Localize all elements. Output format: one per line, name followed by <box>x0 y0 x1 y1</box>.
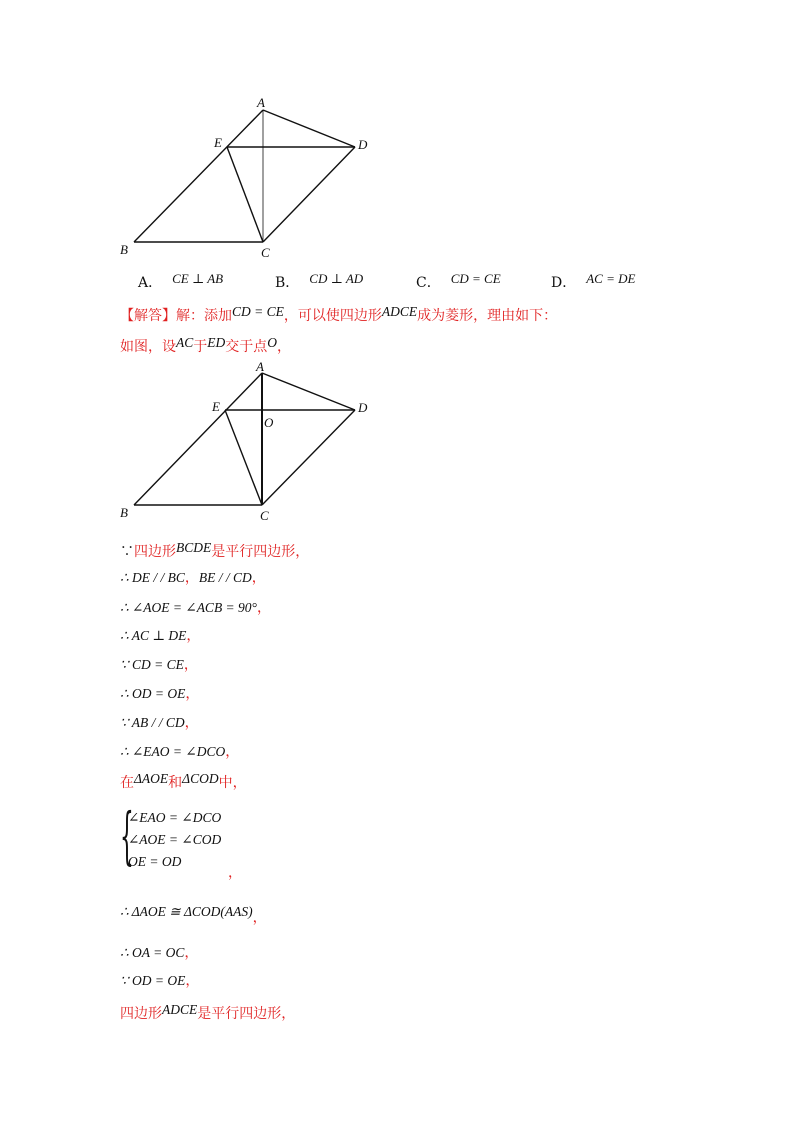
proof-line-9-text-c: 中， <box>218 775 247 791</box>
answer-intro-text-1: 解：添加 <box>176 308 232 324</box>
proof-line-3-end: ， <box>256 600 271 616</box>
left-brace: { <box>120 799 134 872</box>
proof-line-10 <box>120 902 267 926</box>
proof-line-1-text-b: 是平行四边形， <box>211 544 310 560</box>
proof-line-8-math: ∴ ∠EAO = ∠DCO <box>120 744 226 759</box>
label2-O: O <box>264 415 274 430</box>
seg-AD <box>263 110 355 147</box>
seg-AB <box>134 110 263 242</box>
label-B: B <box>120 242 128 257</box>
figure-1 <box>110 90 380 265</box>
answer-options <box>138 272 738 296</box>
proof-line-7 <box>120 713 199 733</box>
proof-line-13-text-b: 是平行四边形， <box>197 1006 296 1022</box>
proof-line-4-end: ， <box>186 628 201 644</box>
seg2-AB <box>134 373 262 505</box>
proof-line-9-text-b: 和 <box>168 775 183 791</box>
seg2-EC <box>225 410 262 505</box>
proof-line-4-math: ∴ AC ⊥ DE <box>120 628 187 643</box>
proof-line-9 <box>120 773 247 793</box>
label2-E: E <box>212 399 220 414</box>
proof-line-1 <box>120 542 309 562</box>
label2-B: B <box>120 505 128 520</box>
option-c-letter: C． <box>416 275 441 291</box>
proof-line-4 <box>120 626 200 646</box>
setup-text-4: ， <box>277 339 292 355</box>
proof-line-8-end: ， <box>225 744 240 760</box>
answer-intro-quad: ADCE <box>381 304 418 319</box>
option-d-letter: D． <box>551 275 577 291</box>
answer-intro-math: CD = CE <box>232 304 284 319</box>
proof-line-6-math: ∴ OD = OE <box>120 686 186 701</box>
proof-line-2-math: ∴ DE / / BC <box>120 570 185 585</box>
proof-line-3-math: ∴ ∠AOE = ∠ACB = 90° <box>120 600 257 615</box>
option-a-letter: A． <box>138 275 163 291</box>
seg-EC <box>227 147 263 242</box>
label-E: E <box>214 135 222 150</box>
option-c-math: CD = CE <box>450 271 501 286</box>
setup-text-1: 如图，设 <box>120 339 176 355</box>
option-a-math: CE ⊥ AB <box>172 271 224 286</box>
proof-line-8 <box>120 742 239 762</box>
label-C: C <box>261 245 270 260</box>
option-c[interactable] <box>416 272 501 292</box>
setup-text-2: 于 <box>193 339 208 355</box>
system-end-comma: ， <box>228 865 242 881</box>
option-b-letter: B． <box>275 275 300 291</box>
proof-line-2-math-2: BE / / CD <box>198 570 252 585</box>
proof-line-11-math: ∴ OA = OC <box>120 945 185 960</box>
proof-line-7-end: ， <box>184 715 199 731</box>
proof-line-1-math: BCDE <box>176 540 212 555</box>
proof-line-9-math-2: ΔCOD <box>182 771 219 786</box>
setup-ac: AC <box>176 335 194 350</box>
proof-line-5-math: ∵ CD = CE <box>120 657 184 672</box>
answer-intro <box>120 306 557 326</box>
label2-A: A <box>256 359 264 374</box>
system-row-2: ∠AOE = ∠COD <box>128 832 222 847</box>
because-symbol: ∵ <box>120 544 134 560</box>
equation-system <box>120 799 300 875</box>
option-b[interactable] <box>275 272 363 292</box>
answer-intro-text-2: ，可以使四边形 <box>283 308 382 324</box>
proof-line-10-math: ∴ ΔAOE ≅ ΔCOD(AAS) <box>120 904 253 919</box>
proof-line-2 <box>120 568 266 588</box>
proof-line-13-math: ADCE <box>162 1002 198 1017</box>
proof-line-9-text-a: 在 <box>120 775 134 791</box>
proof-line-9-math-1: ΔAOE <box>134 771 169 786</box>
setup-o: O <box>267 335 278 350</box>
proof-line-6-end: ， <box>185 686 200 702</box>
proof-line-2-end: ， <box>251 570 266 586</box>
proof-line-1-text-a: 四边形 <box>134 544 176 560</box>
label2-D: D <box>358 400 368 415</box>
answer-setup <box>120 337 291 357</box>
figure-1-svg <box>110 90 380 265</box>
proof-line-12-end: ， <box>185 973 200 989</box>
answer-tag: 【解答】 <box>120 308 176 324</box>
proof-line-13-text-a: 四边形 <box>120 1006 162 1022</box>
proof-line-5 <box>120 655 198 675</box>
seg2-CD <box>262 410 355 505</box>
setup-text-3: 交于点 <box>225 339 268 355</box>
label-D: D <box>358 137 368 152</box>
system-row-3: OE = OD <box>128 854 182 869</box>
proof-line-13 <box>120 1004 295 1024</box>
answer-intro-text-3: 成为菱形，理由如下： <box>417 308 558 324</box>
label2-C: C <box>260 508 269 523</box>
seg-CD <box>263 147 355 242</box>
proof-line-7-math: ∵ AB / / CD <box>120 715 185 730</box>
proof-line-2-comma: ， <box>184 570 199 586</box>
proof-line-11 <box>120 943 198 963</box>
seg2-AD <box>262 373 355 410</box>
figure-2 <box>110 355 380 527</box>
option-d[interactable] <box>551 272 635 292</box>
figure-2-svg <box>110 355 380 527</box>
proof-line-11-end: ， <box>184 945 199 961</box>
proof-line-6 <box>120 684 199 704</box>
label-A: A <box>257 95 265 110</box>
proof-line-10-end: ， <box>252 910 267 926</box>
proof-line-12-math: ∵ OD = OE <box>120 973 186 988</box>
option-d-math: AC = DE <box>586 271 636 286</box>
proof-line-12 <box>120 971 199 991</box>
option-a[interactable] <box>138 272 223 292</box>
system-row-1: ∠EAO = ∠DCO <box>128 810 222 825</box>
proof-line-3 <box>120 598 271 618</box>
setup-ed: ED <box>207 335 226 350</box>
proof-line-5-end: ， <box>183 657 198 673</box>
option-b-math: CD ⊥ AD <box>309 271 364 286</box>
